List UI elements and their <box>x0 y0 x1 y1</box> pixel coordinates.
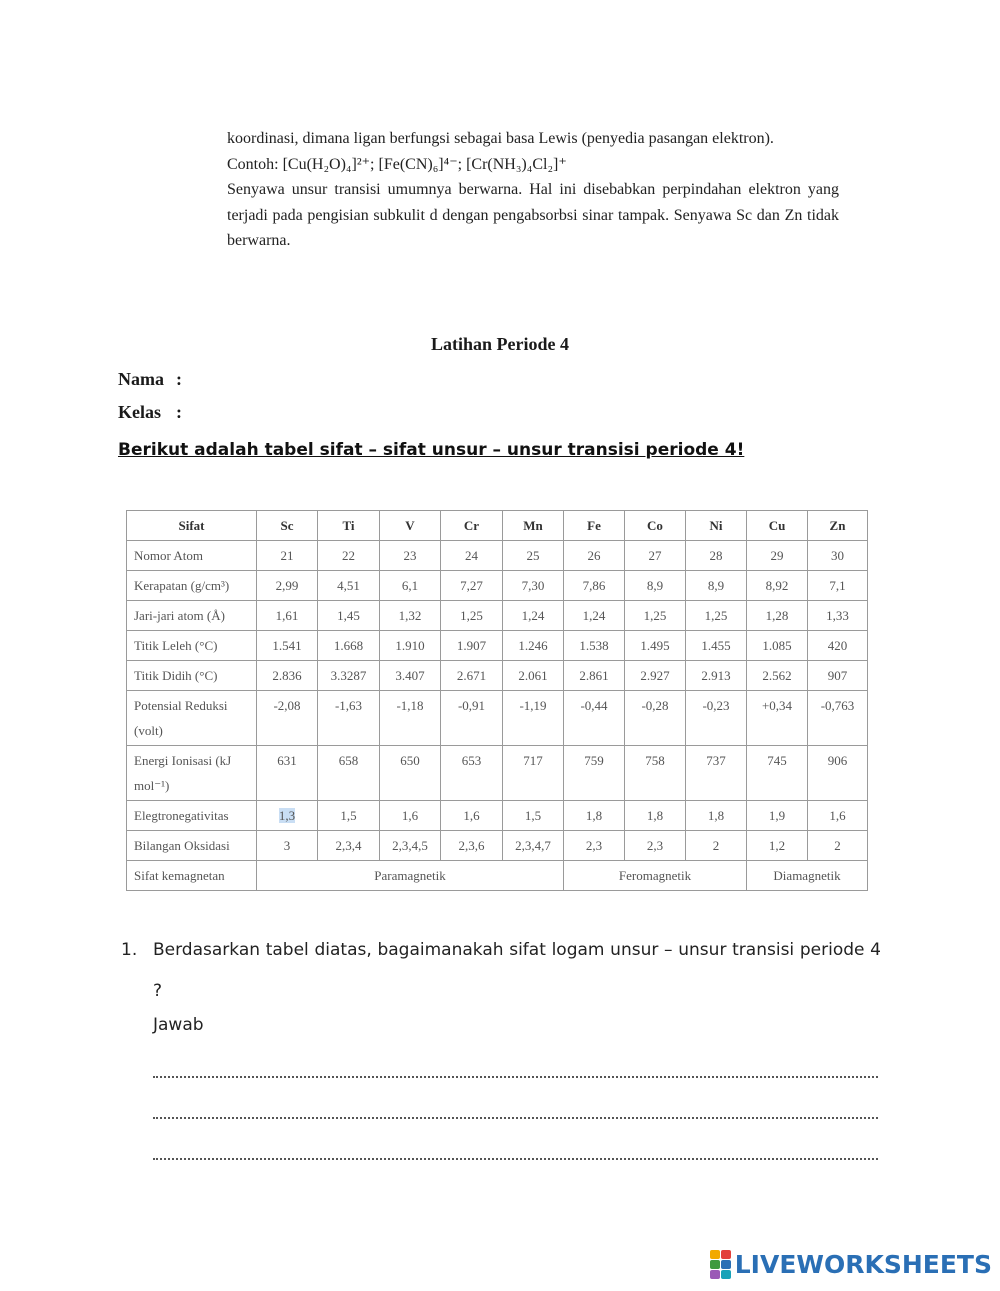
table-cell: 1.246 <box>503 631 564 661</box>
intro-text <box>227 126 839 254</box>
liveworksheets-logo-icon <box>710 1250 731 1279</box>
question-number: 1. <box>121 940 138 960</box>
table-cell: 2,3,4,7 <box>503 831 564 861</box>
table-cell: 1,45 <box>318 601 380 631</box>
table-cell: 4,51 <box>318 571 380 601</box>
intro-paragraph-1: koordinasi, dimana ligan berfungsi sebagai basa Lewis (penyedia pasangan elektron). <box>227 130 774 147</box>
table-cell: 1,8 <box>564 801 625 831</box>
table-cell: -0,763 <box>808 691 868 746</box>
table-cell: 1.538 <box>564 631 625 661</box>
table-cell: 759 <box>564 746 625 801</box>
header-cell: V <box>380 511 441 541</box>
table-cell: 3.3287 <box>318 661 380 691</box>
highlighted-value: 1,3 <box>278 808 296 823</box>
table-cell: -1,19 <box>503 691 564 746</box>
table-header-row <box>127 511 868 541</box>
liveworksheets-logo-text: LIVEWORKSHEETS <box>734 1250 992 1279</box>
table-cell: 737 <box>686 746 747 801</box>
table-cell: 7,30 <box>503 571 564 601</box>
table-row <box>127 631 868 661</box>
table-cell: 1.085 <box>747 631 808 661</box>
header-cell: Sifat <box>127 511 257 541</box>
table-cell: 745 <box>747 746 808 801</box>
table-cell: 1,2 <box>747 831 808 861</box>
table-cell: -0,91 <box>441 691 503 746</box>
table-cell: 1.495 <box>625 631 686 661</box>
question-1 <box>121 930 881 1012</box>
table-row <box>127 691 868 746</box>
table-cell: -0,23 <box>686 691 747 746</box>
table-cell: 22 <box>318 541 380 571</box>
table-cell: 1,24 <box>503 601 564 631</box>
table-cell: 717 <box>503 746 564 801</box>
table-cell: 2.913 <box>686 661 747 691</box>
table-cell: 1,5 <box>318 801 380 831</box>
table-cell: -2,08 <box>257 691 318 746</box>
table-cell: 25 <box>503 541 564 571</box>
header-cell: Ti <box>318 511 380 541</box>
answer-line-2[interactable] <box>153 1103 878 1119</box>
table-cell: 3 <box>257 831 318 861</box>
table-row <box>127 746 868 801</box>
header-cell: Sc <box>257 511 318 541</box>
table-cell: 658 <box>318 746 380 801</box>
page-title: Latihan Periode 4 <box>431 334 569 354</box>
table-cell: 30 <box>808 541 868 571</box>
table-cell: 1.907 <box>441 631 503 661</box>
table-cell: 2.061 <box>503 661 564 691</box>
table-cell: 2 <box>686 831 747 861</box>
kelas-label: Kelas <box>118 402 161 422</box>
answer-line-1[interactable] <box>153 1062 878 1078</box>
table-cell: 1.910 <box>380 631 441 661</box>
table-cell: 907 <box>808 661 868 691</box>
table-cell: -1,63 <box>318 691 380 746</box>
header-cell: Fe <box>564 511 625 541</box>
table-cell: 758 <box>625 746 686 801</box>
table-cell: +0,34 <box>747 691 808 746</box>
table-cell: Energi Ionisasi (kJ mol⁻¹) <box>127 746 257 801</box>
table-cell: 2.861 <box>564 661 625 691</box>
table-cell: Jari-jari atom (Å) <box>127 601 257 631</box>
header-cell: Cr <box>441 511 503 541</box>
table-cell: 420 <box>808 631 868 661</box>
table-cell: 8,9 <box>625 571 686 601</box>
nama-label: Nama <box>118 369 164 389</box>
table-cell: 1,5 <box>503 801 564 831</box>
table-cell: 1,9 <box>747 801 808 831</box>
table-cell: 7,86 <box>564 571 625 601</box>
table-cell: 1,28 <box>747 601 808 631</box>
table-cell: 28 <box>686 541 747 571</box>
table-cell: 906 <box>808 746 868 801</box>
table-cell: Titik Didih (°C) <box>127 661 257 691</box>
table-cell: 23 <box>380 541 441 571</box>
intro-example: Contoh: [Cu(H₂O)₄]²⁺; [Fe(CN)₆]⁴⁻; [Cr(NH₃)₄Cl₂]⁺ <box>227 155 567 173</box>
table-cell: 1,8 <box>686 801 747 831</box>
header-cell: Mn <box>503 511 564 541</box>
table-cell: 6,1 <box>380 571 441 601</box>
table-cell: 1.668 <box>318 631 380 661</box>
table-cell: Potensial Reduksi (volt) <box>127 691 257 746</box>
table-cell: 2,3,4,5 <box>380 831 441 861</box>
properties-table <box>126 510 868 891</box>
header-cell: Zn <box>808 511 868 541</box>
table-cell: 631 <box>257 746 318 801</box>
table-cell: 7,1 <box>808 571 868 601</box>
nama-field <box>118 369 182 390</box>
table-cell: 29 <box>747 541 808 571</box>
table-cell: 2.562 <box>747 661 808 691</box>
table-cell: 24 <box>441 541 503 571</box>
answer-label: Jawab <box>153 1015 204 1035</box>
table-row-magnetic <box>127 861 868 891</box>
kelas-field <box>118 402 182 423</box>
table-cell: 8,9 <box>686 571 747 601</box>
table-cell: 3.407 <box>380 661 441 691</box>
table-cell: 1.455 <box>686 631 747 661</box>
paramagnetik-cell: Paramagnetik <box>257 861 564 891</box>
question-text: Berdasarkan tabel diatas, bagaimanakah sifat logam unsur – unsur transisi periode 4 ? <box>153 940 881 1001</box>
table-cell: 1,32 <box>380 601 441 631</box>
intro-paragraph-2: Senyawa unsur transisi umumnya berwarna. Hal ini disebabkan perpindahan elektron yang terjadi pada pengisian subkulit d dengan pengabsorbsi sinar tampak. Senyawa Sc dan Zn tidak berwarna. <box>227 181 839 249</box>
table-cell: 1,8 <box>625 801 686 831</box>
table-cell: 1,25 <box>441 601 503 631</box>
nama-colon: : <box>176 369 182 389</box>
table-cell: 2,3,4 <box>318 831 380 861</box>
table-cell: 653 <box>441 746 503 801</box>
table-cell: 1,6 <box>441 801 503 831</box>
table-cell: 2,3 <box>625 831 686 861</box>
table-cell: 2.836 <box>257 661 318 691</box>
table-cell: 650 <box>380 746 441 801</box>
table-cell: 1,24 <box>564 601 625 631</box>
table-cell: 2,3,6 <box>441 831 503 861</box>
table-cell: 1,61 <box>257 601 318 631</box>
diamagnetik-cell: Diamagnetik <box>747 861 868 891</box>
table-cell: Kerapatan (g/cm³) <box>127 571 257 601</box>
instruction-heading: Berikut adalah tabel sifat – sifat unsur – unsur transisi periode 4! <box>118 440 745 460</box>
table-cell: 2,3 <box>564 831 625 861</box>
table-cell: 7,27 <box>441 571 503 601</box>
table-row <box>127 541 868 571</box>
table-cell: 2,99 <box>257 571 318 601</box>
table-cell: 27 <box>625 541 686 571</box>
table-cell-highlighted <box>257 801 318 831</box>
header-cell: Ni <box>686 511 747 541</box>
feromagnetik-cell: Feromagnetik <box>564 861 747 891</box>
table-cell: 1,6 <box>808 801 868 831</box>
table-cell: 1,25 <box>686 601 747 631</box>
table-cell: 1,33 <box>808 601 868 631</box>
table-cell: Nomor Atom <box>127 541 257 571</box>
table-cell: Titik Leleh (°C) <box>127 631 257 661</box>
header-cell: Cu <box>747 511 808 541</box>
kelas-colon: : <box>176 402 182 422</box>
table-row <box>127 831 868 861</box>
table-cell: -1,18 <box>380 691 441 746</box>
table-cell: 1,25 <box>625 601 686 631</box>
table-cell: 1,6 <box>380 801 441 831</box>
table-cell: 21 <box>257 541 318 571</box>
table-cell: 26 <box>564 541 625 571</box>
table-cell: -0,44 <box>564 691 625 746</box>
table-cell: Bilangan Oksidasi <box>127 831 257 861</box>
table-cell: 8,92 <box>747 571 808 601</box>
table-row <box>127 571 868 601</box>
liveworksheets-logo <box>710 1250 992 1279</box>
table-row <box>127 601 868 631</box>
answer-line-3[interactable] <box>153 1144 878 1160</box>
table-row <box>127 801 868 831</box>
table-cell: 2.671 <box>441 661 503 691</box>
table-row <box>127 661 868 691</box>
table-cell: 2.927 <box>625 661 686 691</box>
table-cell: 1.541 <box>257 631 318 661</box>
table-cell: Elegtronegativitas <box>127 801 257 831</box>
table-cell: 2 <box>808 831 868 861</box>
header-cell: Co <box>625 511 686 541</box>
table-cell: Sifat kemagnetan <box>127 861 257 891</box>
table-cell: -0,28 <box>625 691 686 746</box>
